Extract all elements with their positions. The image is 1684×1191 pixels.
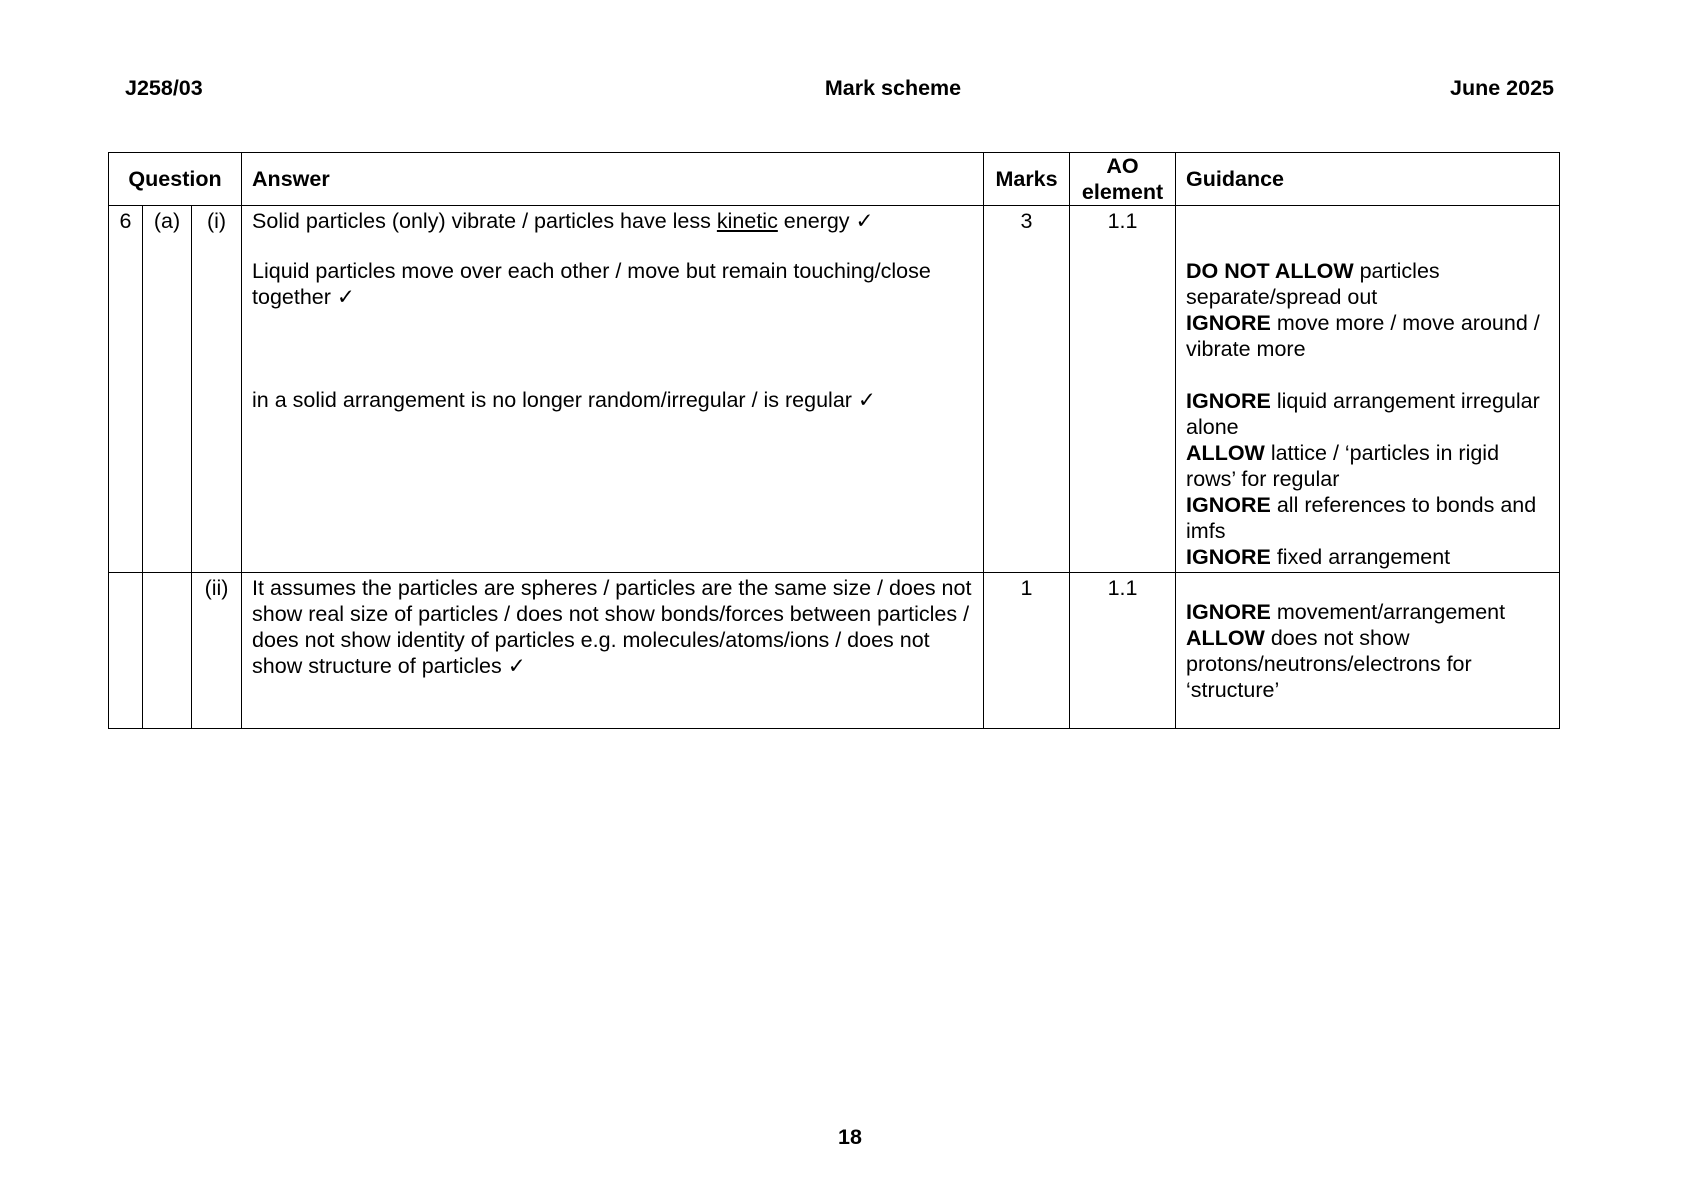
guidance-note	[1186, 625, 1549, 703]
guidance-text: movement/arrangement	[1270, 600, 1506, 624]
guidance-note	[1186, 258, 1549, 310]
guidance-keyword: IGNORE	[1186, 389, 1271, 413]
question-number	[109, 573, 143, 729]
paper-code: J258/03	[125, 76, 203, 100]
guidance-keyword: IGNORE	[1186, 600, 1271, 624]
answer-cell	[242, 573, 984, 729]
header-marks: Marks	[984, 153, 1070, 206]
answer-point-1: It assumes the particles are spheres / particles are the same size / does not show real size of particles / does not show bonds/forces between particles / does not show identity of particles e.g. molecules/atoms/ions / does not show structure of particles ✓	[252, 576, 972, 678]
guidance-note	[1186, 492, 1549, 544]
guidance-note	[1186, 544, 1549, 570]
guidance-text: particles separate/spread out	[1186, 259, 1440, 309]
answer-text: energy ✓	[777, 209, 874, 233]
header-answer: Answer	[242, 153, 984, 206]
question-subpart: (ii)	[192, 573, 242, 729]
question-part: (a)	[143, 206, 192, 573]
exam-date: June 2025	[1450, 76, 1554, 100]
answer-point-2: Liquid particles move over each other / move but remain touching/close together ✓	[252, 259, 931, 309]
guidance-text: lattice / ‘particles in rigid rows’ for regular	[1186, 441, 1500, 491]
question-part	[143, 573, 192, 729]
guidance-cell	[1176, 206, 1560, 573]
guidance-note	[1186, 310, 1549, 362]
table-header-row	[109, 153, 1560, 206]
answer-point-3: in a solid arrangement is no longer random/irregular / is regular ✓	[252, 388, 876, 412]
guidance-keyword: IGNORE	[1186, 311, 1271, 335]
question-subpart: (i)	[192, 206, 242, 573]
header-ao-element: AO element	[1070, 153, 1176, 206]
header-question: Question	[109, 153, 242, 206]
guidance-note	[1186, 388, 1549, 440]
marks-value: 3	[984, 206, 1070, 573]
guidance-text: fixed arrangement	[1270, 545, 1451, 569]
guidance-text: liquid arrangement irregular alone	[1186, 389, 1540, 439]
ao-value: 1.1	[1070, 573, 1176, 729]
guidance-text: does not show protons/neutrons/electrons for ‘structure’	[1186, 626, 1472, 702]
question-number: 6	[109, 206, 143, 573]
document-title: Mark scheme	[824, 76, 962, 100]
marks-value: 1	[984, 573, 1070, 729]
table-row	[109, 573, 1560, 729]
guidance-note	[1186, 440, 1549, 492]
answer-text: Solid particles (only) vibrate / particles have less	[252, 209, 717, 233]
guidance-keyword: ALLOW	[1186, 441, 1265, 465]
guidance-cell	[1176, 573, 1560, 729]
mark-scheme-table	[108, 152, 1560, 729]
table-row	[109, 206, 1560, 573]
page-number: 18	[838, 1125, 862, 1149]
guidance-keyword: DO NOT ALLOW	[1186, 259, 1354, 283]
answer-point-1	[252, 208, 973, 234]
guidance-text: all references to bonds and imfs	[1186, 493, 1537, 543]
guidance-keyword: IGNORE	[1186, 545, 1271, 569]
guidance-keyword: ALLOW	[1186, 626, 1265, 650]
answer-cell	[242, 206, 984, 573]
guidance-keyword: IGNORE	[1186, 493, 1271, 517]
underlined-keyword: kinetic	[716, 209, 778, 233]
guidance-note	[1186, 599, 1549, 625]
ao-value: 1.1	[1070, 206, 1176, 573]
guidance-text: move more / move around / vibrate more	[1186, 311, 1540, 361]
header-guidance: Guidance	[1176, 153, 1560, 206]
